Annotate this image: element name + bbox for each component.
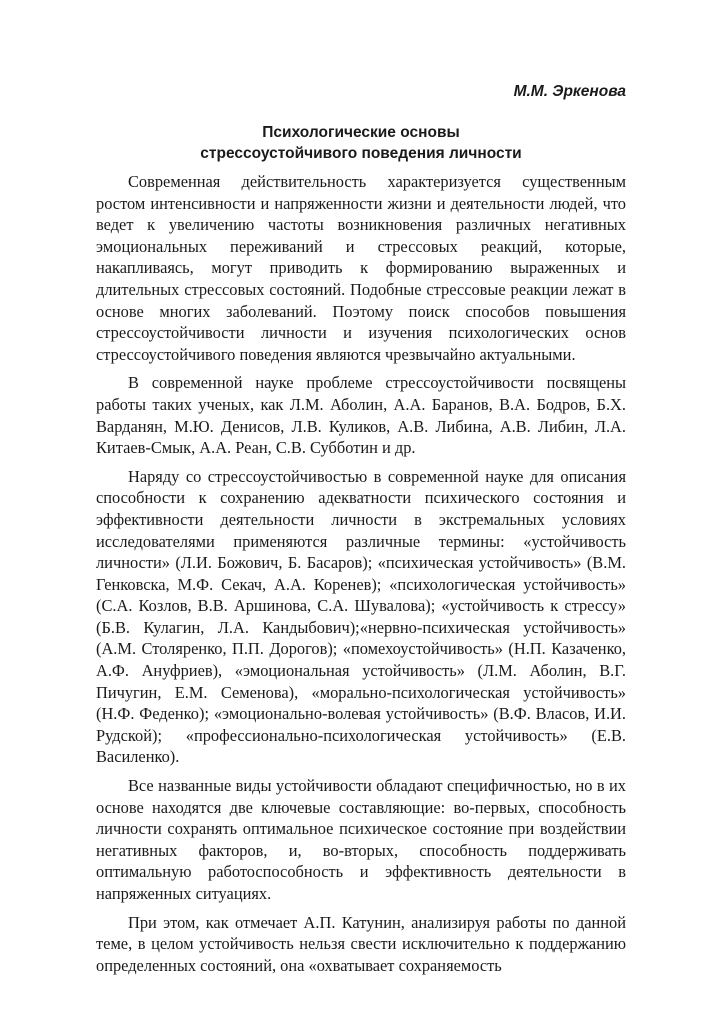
paragraph-2: В современной науке проблеме стрессоустойчивости посвящены работы таких ученых, как Л.М. Аболин, А.А. Баранов, В.А. Бодров, Б.Х. Варданян, М.Ю. Денисов, Л.В. Куликов, А.В. Либина, А.В. Либин, Л.А. Китаев-Смык, А.А. Реан, С.В. Субботин и др. — [96, 373, 626, 458]
title-line-2: стрессоустойчивого поведения личности — [200, 145, 522, 162]
paragraph-4: Все названные виды устойчивости обладают специфичностью, но в их основе находятся две ключевые составляющие: во-первых, способность личности сохранять оптимальное психическое состояние при воздействии негативных факторов, и, во-вторых, способность поддерживать оптимальную работоспособность и эффективность деятельности в напряженных ситуациях. — [96, 776, 626, 903]
title-line-1: Психологические основы — [262, 124, 460, 141]
paragraph-3: Наряду со стрессоустойчивостью в современной науке для описания способности к сохранению адекватности психического состояния и эффективности деятельности личности в экстремальных условиях исследователями применяются различные термины: «устойчивость личности» (Л.И. Божович, Б. Басаров); «психическая устойчивость» (В.М. Генковска, М.Ф. Секач, А.А. Коренев); «психологическая устойчивость» (С.А. Козлов, В.В. Аршинова, С.А. Шувалова); «устойчивость к стрессу» (Б.В. Кулагин, Л.А. Кандыбович);«нервно-психическая устойчивость» (А.М. Столяренко, П.П. Дорогов); «помехоустойчивость» (Н.П. Казаченко, А.Ф. Ануфриев), «эмоциональная устойчивость» (Л.М. Аболин, В.Г. Пичугин, Е.М. Семенова), «морально-психологическая устойчивость» (Н.Ф. Феденко); «эмоционально-волевая устойчивость» (В.Ф. Власов, И.И. Рудской); «профессионально-психологическая устойчивость» (Е.В. Василенко). — [96, 466, 626, 767]
paragraph-1: Современная действительность характеризуется существенным ростом интенсивности и напряженности жизни и деятельности людей, что ведет к увеличению частоты возникновения различных негативных эмоциональных переживаний и стрессовых реакций, которые, накапливаясь, могут приводить к формированию выраженных и длительных стрессовых состояний. Подобные стрессовые реакции лежат в основе многих заболеваний. Поэтому поиск способов повышения стрессоустойчивости личности и изучения психологических основ стрессоустойчивого поведения являются чрезвычайно актуальными. — [96, 172, 626, 364]
document-page — [96, 82, 626, 983]
article-title — [96, 122, 626, 164]
paragraph-5: При этом, как отмечает А.П. Катунин, анализируя работы по данной теме, в целом устойчивость нельзя свести исключительно к поддержанию определенных состояний, она «охватывает сохраняемость — [96, 912, 626, 975]
author-name: М.М. Эркенова — [513, 83, 626, 100]
article-body — [96, 171, 626, 976]
